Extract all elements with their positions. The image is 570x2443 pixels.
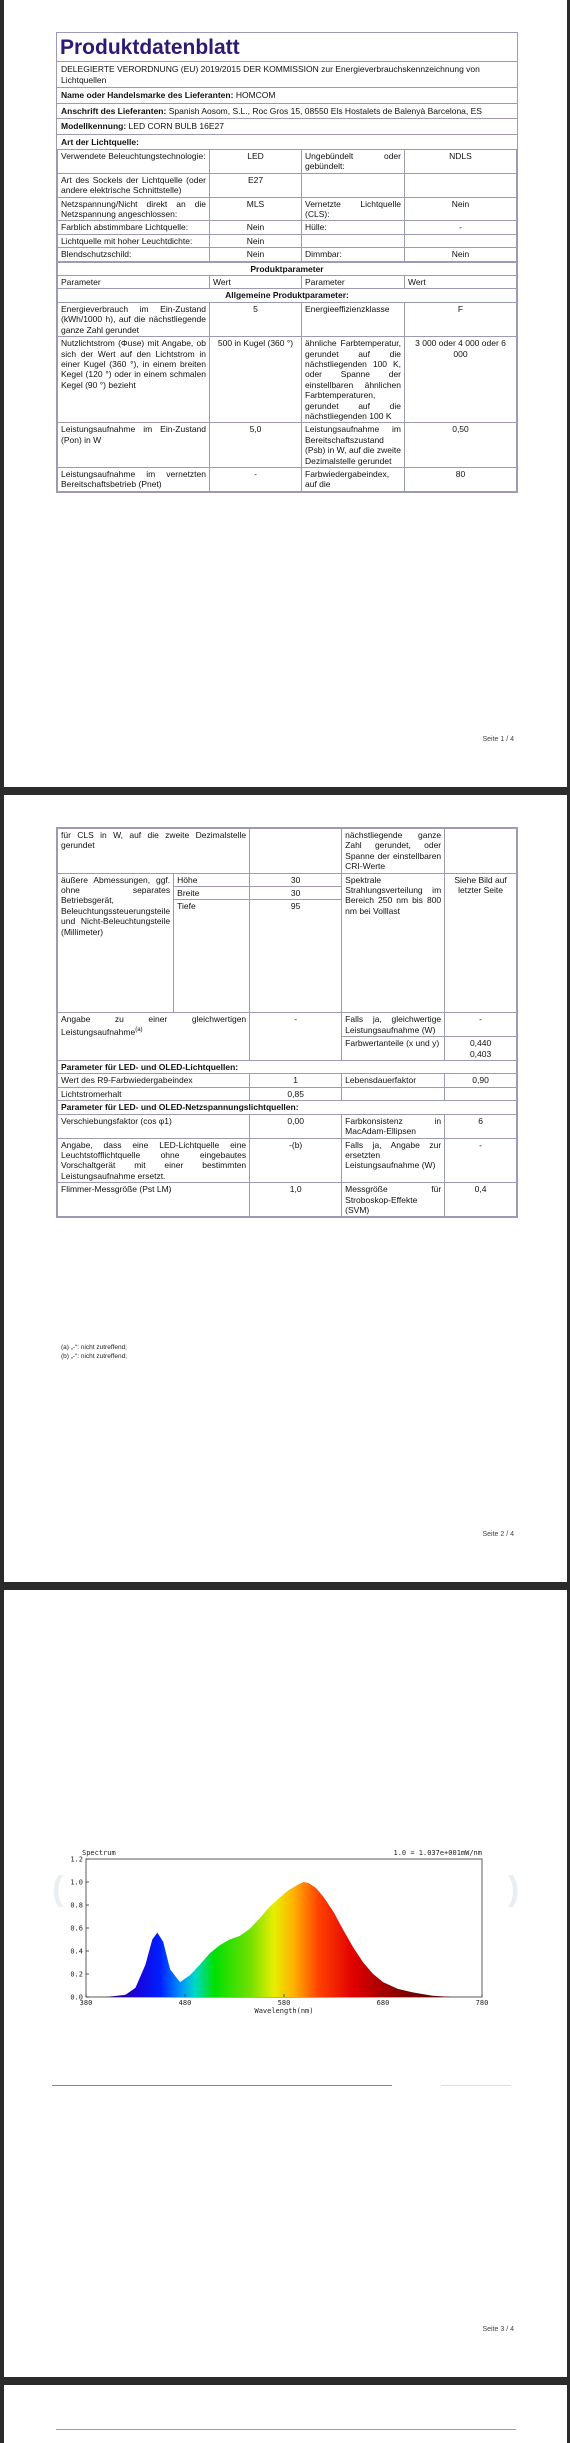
parameter-label: ähnliche Farbtemperatur, gerundet auf die nächstliegenden 100 K, oder Spanne der einstellbaren ähnlichen Farbtemperaturen, gerundet auf die nächstliegenden 100 K: [302, 337, 405, 423]
table-row: [58, 1087, 517, 1100]
table-row: [58, 302, 517, 336]
light-source-type-heading: Art der Lichtquelle:: [57, 134, 517, 150]
table-row: [58, 337, 517, 423]
regulation-text: DELEGIERTE VERORDNUNG (EU) 2019/2015 DER KOMMISSION zur Energieverbrauchskennzeichnung von Lichtquellen: [57, 61, 517, 87]
parameter-value: 0,90: [445, 1074, 517, 1087]
address-label: Anschrift des Lieferanten:: [61, 105, 167, 116]
col-header-value: Wert: [405, 276, 517, 289]
table-row: [58, 221, 517, 234]
address-row: [57, 103, 517, 119]
table-row: [58, 1114, 517, 1138]
model-label: Modellkennung:: [61, 121, 127, 131]
parameter-value: Nein: [405, 248, 517, 261]
chromaticity-value: 0,440 0,403: [445, 1037, 517, 1061]
parameter-label: Farbkonsistenz in MacAdam-Ellipsen: [342, 1114, 445, 1138]
parameter-label: Dimmbar:: [302, 248, 405, 261]
page-number: Seite 2 / 4: [482, 1531, 514, 1538]
empty-cell: [445, 829, 517, 874]
model-row: [57, 118, 517, 134]
faded-watermark: ): [508, 1870, 520, 1908]
parameter-value: NDLS: [405, 150, 517, 174]
page-3: [4, 1590, 567, 2377]
parameter-label: Wert des R9-Farbwiedergabeindex: [58, 1074, 250, 1087]
parameter-value: MLS: [210, 197, 302, 221]
parameter-label: Farbwiedergabeindex, auf die: [302, 467, 405, 491]
page-4: [4, 2385, 567, 2443]
divider-line: [441, 2085, 511, 2086]
parameter-label: Falls ja, Angabe zur ersetzten Leistungsaufnahme (W): [342, 1138, 445, 1183]
model-value: LED CORN BULB 16E27: [128, 121, 224, 131]
page-1: [4, 0, 567, 787]
x-tick-label: 480: [178, 1999, 192, 2007]
x-axis-label: Wavelength(nm): [254, 2007, 314, 2015]
parameter-label: Leistungsaufnahme im Ein-Zustand (Pon) in W: [58, 423, 210, 468]
dim-width-label: Breite: [174, 887, 250, 900]
footnotes: [61, 1343, 127, 1361]
chart-title: Spectrum: [82, 1849, 116, 1857]
y-tick-label: 1.2: [70, 1855, 83, 1864]
parameter-label: Hülle:: [302, 221, 405, 234]
parameter-label: Lichtstromerhalt: [58, 1087, 250, 1100]
page-4-frame-top: [56, 2429, 516, 2430]
cri-cont-label: nächstliegende ganze Zahl gerundet, oder Spanne der einstellbaren CRI-Werte: [342, 829, 445, 874]
y-tick-label: 0.2: [70, 1970, 83, 1979]
parameter-label: Energieverbrauch im Ein-Zustand (kWh/1000 h), auf die nächstliegende ganze Zahl gerundet: [58, 302, 210, 336]
general-params-heading: Allgemeine Produktparameter:: [58, 289, 517, 302]
parameter-label: Netzspannung/Nicht direkt an die Netzspannung angeschlossen:: [58, 197, 210, 221]
parameter-value: -: [445, 1138, 517, 1183]
parameter-value: -: [210, 467, 302, 491]
dim-depth-label: Tiefe: [174, 900, 250, 1013]
equivalent-power-label: [58, 1013, 250, 1061]
parameter-label: Angabe, dass eine LED-Lichtquelle eine Leuchtstofflichtquelle ohne eingebautes Vorschaltgerät mit einer bestimmten Leistungsaufnahme ersetzt.: [58, 1138, 250, 1183]
parameter-value: 80: [405, 467, 517, 491]
parameter-value: 6: [445, 1114, 517, 1138]
parameter-value: F: [405, 302, 517, 336]
chromaticity-label: Farbwertanteile (x und y): [342, 1037, 445, 1061]
faded-watermark: (: [52, 1870, 64, 1908]
parameter-label: Lebensdauerfaktor: [342, 1074, 445, 1087]
mains-params-heading: Parameter für LED- und OLED-Netzspannungslichtquellen:: [58, 1101, 517, 1114]
footnote-b: (b) „-“: nicht zutreffend;: [61, 1353, 127, 1360]
datasheet-frame: [56, 32, 518, 493]
table-row: [58, 1074, 517, 1087]
parameter-label: Blendschutzschild:: [58, 248, 210, 261]
empty-cell: [250, 829, 342, 874]
parameter-label: [302, 234, 405, 247]
table-row: [58, 234, 517, 247]
page-2: [4, 795, 567, 1582]
brand-value: HOMCOM: [235, 90, 276, 100]
datasheet-frame-continued: [56, 827, 518, 1218]
parameter-value: [405, 173, 517, 197]
parameter-value: 0,4: [445, 1183, 517, 1217]
parameter-value: -(b): [250, 1138, 342, 1183]
page-number: Seite 3 / 4: [482, 2326, 514, 2333]
parameter-value: Nein: [405, 197, 517, 221]
parameter-label: [302, 173, 405, 197]
y-tick-label: 0.8: [70, 1901, 83, 1910]
chart-annotation: 1.0 = 1.037e+001mW/nm: [393, 1849, 482, 1857]
table-row: [58, 248, 517, 261]
parameter-value: 3 000 oder 4 000 oder 6 000: [405, 337, 517, 423]
spectrum-chart: [56, 1845, 492, 2025]
col-header-parameter: Parameter: [58, 276, 210, 289]
brand-row: [57, 87, 517, 103]
parameter-value: E27: [210, 173, 302, 197]
parameter-label: Farblich abstimmbare Lichtquelle:: [58, 221, 210, 234]
parameter-label: Art des Sockels der Lichtquelle (oder andere elektrische Schnittstelle): [58, 173, 210, 197]
table-row: [58, 197, 517, 221]
footnote-ref-a: (a): [135, 1026, 143, 1033]
parameter-value: 0,00: [250, 1114, 342, 1138]
parameter-label: Leistungsaufnahme im Bereitschaftszustand (Psb) in W, auf die zweite Dezimalstelle gerundet: [302, 423, 405, 468]
params-heading: Produktparameter: [58, 262, 517, 275]
page-title: Produktdatenblatt: [60, 36, 240, 59]
y-tick-label: 0.6: [70, 1924, 83, 1933]
led-params-heading: Parameter für LED- und OLED-Lichtquellen:: [58, 1061, 517, 1074]
parameter-label: Verwendete Beleuchtungstechnologie:: [58, 150, 210, 174]
dim-height-label: Höhe: [174, 873, 250, 886]
standby-cont-label: für CLS in W, auf die zweite Dezimalstelle gerundet: [58, 829, 250, 874]
parameter-label: Vernetzte Lichtquelle (CLS):: [302, 197, 405, 221]
equivalent-power-if-value: -: [445, 1013, 517, 1037]
col-header-parameter: Parameter: [302, 276, 405, 289]
spectral-label: Spektrale Strahlungsverteilung im Bereich 250 nm bis 800 nm bei Volllast: [342, 873, 445, 1013]
brand-label: Name oder Handelsmarke des Lieferanten:: [61, 90, 234, 100]
parameter-label: Messgröße für Stroboskop-Effekte (SVM): [342, 1183, 445, 1217]
dimensions-label: äußere Abmessungen, ggf. ohne separates Betriebsgerät, Beleuchtungssteuerungsteile und Nicht-Beleuchtungsteile (Millimeter): [58, 873, 174, 1013]
parameter-value: -: [405, 221, 517, 234]
continued-table: [57, 828, 517, 1217]
parameter-value: 0,85: [250, 1087, 342, 1100]
x-tick-label: 580: [277, 1999, 291, 2007]
table-row: [58, 423, 517, 468]
parameter-label: [342, 1087, 445, 1100]
dim-height-value: 30: [250, 873, 342, 886]
col-header-value: Wert: [210, 276, 302, 289]
parameter-label: Leistungsaufnahme im vernetzten Bereitschaftsbetrieb (Pnet): [58, 467, 210, 491]
parameter-label: Nutzlichtstrom (Φuse) mit Angabe, ob sich der Wert auf den Lichtstrom in einer Kugel (360 °), in einem breiten Kegel (120 °) oder in einem schmalen Kegel (90 °) bezieht: [58, 337, 210, 423]
x-tick-label: 780: [475, 1999, 489, 2007]
product-parameters-table: [57, 262, 517, 492]
equivalent-power-text: Angabe zu einer gleichwertigen Leistungsaufnahme: [61, 1014, 247, 1037]
parameter-value: Nein: [210, 221, 302, 234]
divider-line: [52, 2085, 392, 2086]
parameter-label: Flimmer-Messgröße (Pst LM): [58, 1183, 250, 1217]
equivalent-power-if-label: Falls ja, gleichwertige Leistungsaufnahme (W): [342, 1013, 445, 1037]
parameter-value: [405, 234, 517, 247]
y-tick-label: 1.0: [70, 1878, 83, 1887]
parameter-value: LED: [210, 150, 302, 174]
parameter-value: 5: [210, 302, 302, 336]
parameter-value: Nein: [210, 234, 302, 247]
parameter-value: 1,0: [250, 1183, 342, 1217]
parameter-label: Energieeffizienzklasse: [302, 302, 405, 336]
equivalent-power-value: -: [250, 1013, 342, 1061]
parameter-value: 500 in Kugel (360 °): [210, 337, 302, 423]
spectral-value: Siehe Bild auf letzter Seite: [445, 873, 517, 1013]
parameter-value: 5,0: [210, 423, 302, 468]
address-value: Spanish Aosom, S.L., Roc Gros 15, 08550 Els Hostalets de Balenyà Barcelona, ES: [168, 105, 482, 116]
table-row: [58, 173, 517, 197]
parameter-value: 1: [250, 1074, 342, 1087]
table-row: [58, 1183, 517, 1217]
light-source-type-table: [57, 149, 517, 262]
parameter-value: [445, 1087, 517, 1100]
y-tick-label: 0.0: [70, 1993, 83, 2002]
x-tick-label: 680: [376, 1999, 390, 2007]
table-row: [58, 1138, 517, 1183]
parameter-value: Nein: [210, 248, 302, 261]
parameter-label: Ungebündelt oder gebündelt:: [302, 150, 405, 174]
table-row: [58, 150, 517, 174]
parameter-label: Lichtquelle mit hoher Leuchtdichte:: [58, 234, 210, 247]
page-number: Seite 1 / 4: [482, 736, 514, 743]
parameter-label: Verschiebungsfaktor (cos φ1): [58, 1114, 250, 1138]
x-tick-label: 380: [79, 1999, 93, 2007]
y-tick-label: 0.4: [70, 1947, 83, 1956]
footnote-a: (a) „-“: nicht zutreffend;: [61, 1344, 127, 1351]
dim-depth-value: 95: [250, 900, 342, 1013]
parameter-value: 0,50: [405, 423, 517, 468]
table-row: [58, 467, 517, 491]
dim-width-value: 30: [250, 887, 342, 900]
